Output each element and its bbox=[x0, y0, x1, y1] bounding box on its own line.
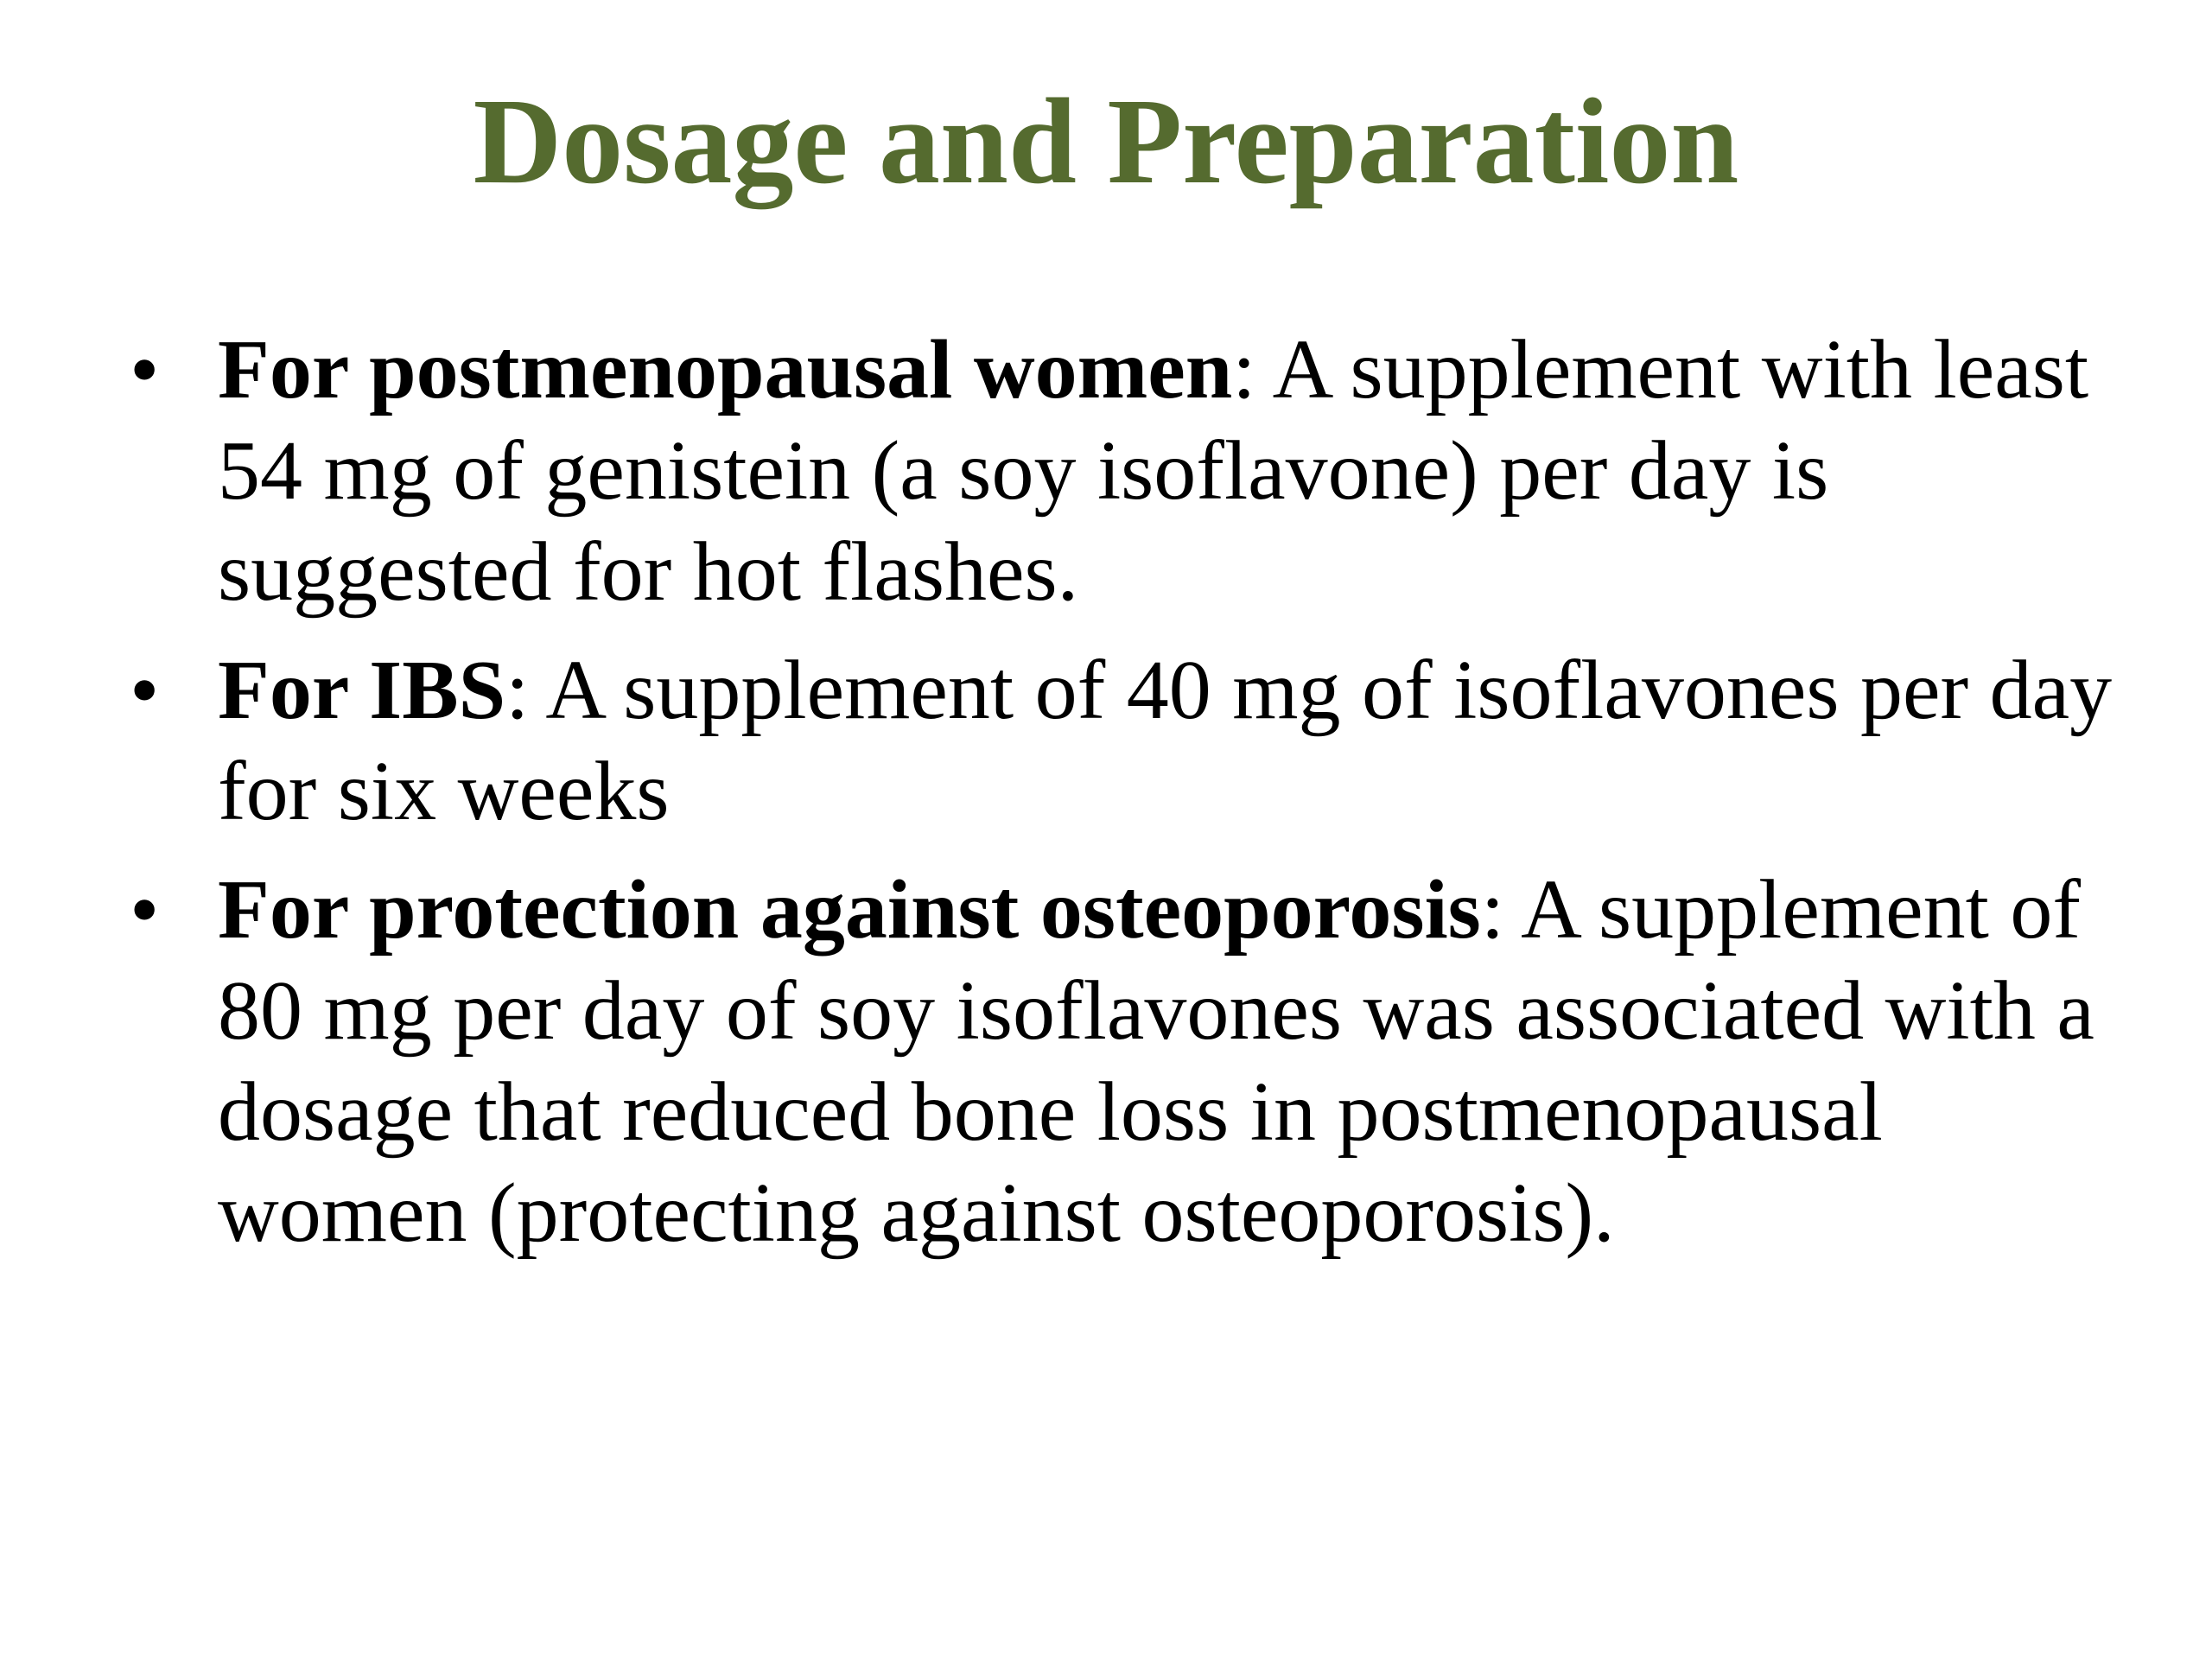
bullet-text: : A supplement of 80 mg per day of soy isoflavones was associated with a dosage that reduced bone loss in postmenopausal women (protecting against osteoporosis). bbox=[218, 863, 2094, 1260]
slide-title: Dosage and Preparation bbox=[473, 73, 1739, 209]
list-item bbox=[130, 860, 2117, 1264]
list-item bbox=[130, 320, 2117, 623]
bullet-label: For postmenopausal women bbox=[218, 323, 1233, 416]
bullet-label: For IBS bbox=[218, 644, 506, 737]
bullet-icon: • bbox=[130, 323, 160, 416]
list-item bbox=[130, 640, 2117, 842]
bullet-label: For protection against osteoporosis bbox=[218, 863, 1481, 957]
bullet-text: : A supplement with least 54 mg of genistein (a soy isoflavone) per day is suggested for hot flashes. bbox=[218, 323, 2089, 619]
bullet-icon: • bbox=[130, 644, 160, 737]
bullet-icon: • bbox=[130, 863, 160, 957]
bullet-list bbox=[130, 320, 2117, 1281]
bullet-text: : A supplement of 40 mg of isoflavones per day for six weeks bbox=[218, 644, 2113, 838]
